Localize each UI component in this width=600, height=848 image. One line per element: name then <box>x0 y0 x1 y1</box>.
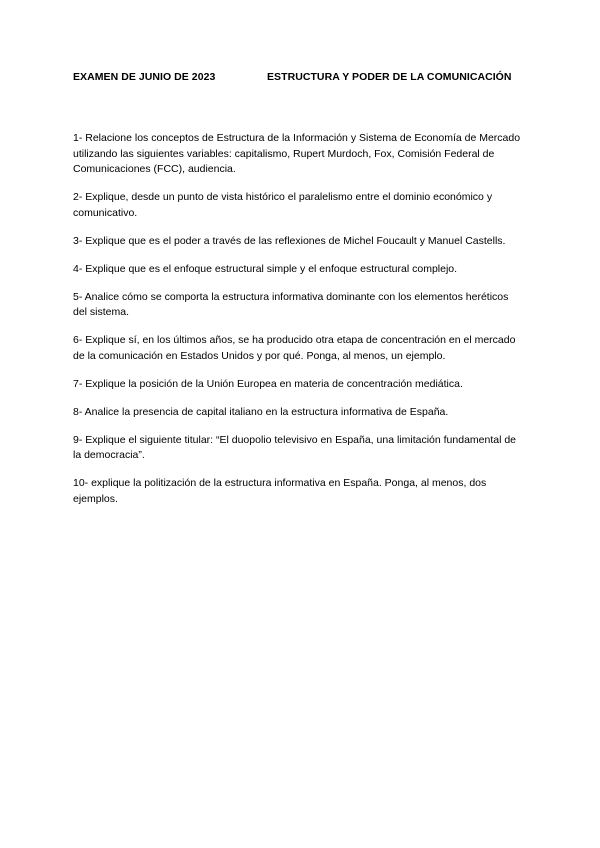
question-list <box>73 131 525 520</box>
exam-header <box>73 71 533 87</box>
exam-date-label: EXAMEN DE JUNIO DE 2023 <box>73 71 216 83</box>
question-5: 5- Analice cómo se comporta la estructura informativa dominante con los elementos heréticos del sistema. <box>73 290 509 318</box>
question-6: 6- Explique sí, en los últimos años, se ha producido otra etapa de concentración en el mercado de la comunicación en Estados Unidos y por qué. Ponga, al menos, un ejemplo. <box>73 334 516 362</box>
question-1: 1- Relacione los conceptos de Estructura de la Información y Sistema de Economía de Mercado utilizando las siguientes variables: capitalismo, Rupert Murdoch, Fox, Comisión Federal de Comunicaciones (FCC), audiencia. <box>73 132 521 175</box>
question-8: 8- Analice la presencia de capital italiano en la estructura informativa de España. <box>73 405 449 418</box>
question-10: 10- explique la politización de la estructura informativa en España. Ponga, al menos, dos ejemplos. <box>73 477 487 505</box>
question-4: 4- Explique que es el enfoque estructural simple y el enfoque estructural complejo. <box>73 262 458 275</box>
question-7: 7- Explique la posición de la Unión Europea en materia de concentración mediática. <box>73 377 463 390</box>
course-title: ESTRUCTURA Y PODER DE LA COMUNICACIÓN <box>267 71 512 83</box>
question-3: 3- Explique que es el poder a través de las reflexiones de Michel Foucault y Manuel Castells. <box>73 234 506 247</box>
question-2: 2- Explique, desde un punto de vista histórico el paralelismo entre el dominio económico y comunicativo. <box>73 191 493 219</box>
question-9: 9- Explique el siguiente titular: “El duopolio televisivo en España, una limitación fundamental de la democracia”. <box>73 433 517 461</box>
